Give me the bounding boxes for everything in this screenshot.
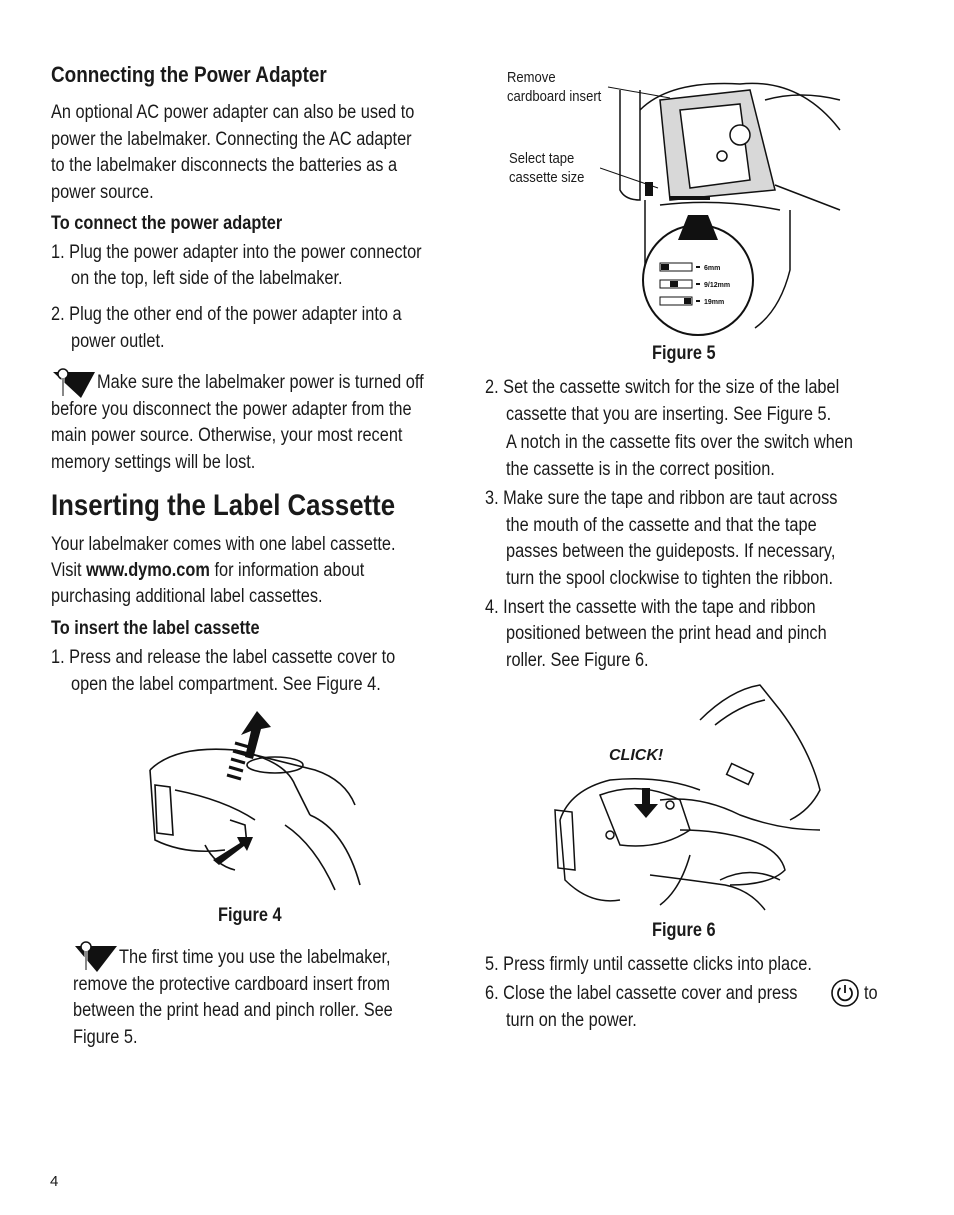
step-5: 5. Press firmly until cassette clicks into place. xyxy=(485,954,812,975)
insert-step-1-cont: open the label compartment. See Figure 4. xyxy=(71,674,381,695)
note1-line: before you disconnect the power adapter from the xyxy=(51,399,412,420)
step-2-line: the cassette is in the correct position. xyxy=(506,459,775,480)
step-2-line: A notch in the cassette fits over the switch when xyxy=(506,432,853,453)
power-para-line: An optional AC power adapter can also be used to xyxy=(51,102,415,123)
step-4-line: roller. See Figure 6. xyxy=(506,650,649,671)
step-6: 6. Close the label cassette cover and press xyxy=(485,983,798,1004)
note2-line: between the print head and pinch roller. See xyxy=(73,1000,393,1021)
connect-step-1-cont: on the top, left side of the labelmaker. xyxy=(71,268,343,289)
note1-line: main power source. Otherwise, your most recent xyxy=(51,425,403,446)
step-4-line: positioned between the print head and pinch xyxy=(506,623,827,644)
note2-line: The first time you use the labelmaker, xyxy=(119,947,391,968)
power-adapter-heading: Connecting the Power Adapter xyxy=(51,62,327,87)
cassette-para-line: Visit www.dymo.com for information about xyxy=(51,560,365,581)
step-2-line: cassette that you are inserting. See Figure 5. xyxy=(506,404,832,425)
size-912mm: 9/12mm xyxy=(704,282,731,289)
fig5-label-remove: Remove xyxy=(507,70,556,86)
insert-step-1: 1. Press and release the label cassette cover to xyxy=(51,647,396,668)
insert-subheading: To insert the label cassette xyxy=(51,618,260,639)
figure6-illustration xyxy=(550,680,835,918)
page-number: 4 xyxy=(50,1173,59,1190)
step-3-line: the mouth of the cassette and that the tape xyxy=(506,515,817,536)
dymo-link[interactable]: www.dymo.com xyxy=(86,560,210,581)
size-19mm: 19mm xyxy=(704,299,725,306)
cassette-heading: Inserting the Label Cassette xyxy=(51,489,396,522)
note-icon xyxy=(73,940,119,974)
step-3-line: turn the spool clockwise to tighten the ribbon. xyxy=(506,568,834,589)
figure4-illustration xyxy=(145,705,370,897)
connect-step-2: 2. Plug the other end of the power adapter into a xyxy=(51,304,402,325)
cassette-para-line: purchasing additional label cassettes. xyxy=(51,586,323,607)
note1-line: memory settings will be lost. xyxy=(51,452,256,473)
note-icon xyxy=(51,368,97,400)
power-para-line: power the labelmaker. Connecting the AC adapter xyxy=(51,129,412,150)
step-2: 2. Set the cassette switch for the size of the label xyxy=(485,377,840,398)
power-para-line: to the labelmaker disconnects the batteries as a xyxy=(51,155,398,176)
figure4-caption: Figure 4 xyxy=(218,905,282,926)
note2-line: Figure 5. xyxy=(73,1027,138,1048)
step-3-line: passes between the guideposts. If necessary, xyxy=(506,541,836,562)
fig5-label-select: Select tape xyxy=(509,151,575,167)
note1-line: Make sure the labelmaker power is turned off xyxy=(97,372,424,393)
power-para-line: power source. xyxy=(51,182,154,203)
step-6-line: turn on the power. xyxy=(506,1010,637,1031)
note2-line: remove the protective cardboard insert from xyxy=(73,974,390,995)
cassette-para-line: Your labelmaker comes with one label cassette. xyxy=(51,534,396,555)
step-3: 3. Make sure the tape and ribbon are taut across xyxy=(485,488,838,509)
click-label: CLICK! xyxy=(609,747,664,764)
figure5-illustration xyxy=(600,70,845,338)
fig5-label-select: cassette size xyxy=(509,170,585,186)
connect-step-2-cont: power outlet. xyxy=(71,331,165,352)
fig5-label-remove: cardboard insert xyxy=(507,89,602,105)
connect-subheading: To connect the power adapter xyxy=(51,213,283,234)
power-button-icon xyxy=(830,978,860,1008)
figure5-caption: Figure 5 xyxy=(652,343,716,364)
step-6-after: to xyxy=(864,983,878,1004)
figure6-caption: Figure 6 xyxy=(652,920,716,941)
connect-step-1: 1. Plug the power adapter into the power connector xyxy=(51,242,422,263)
size-6mm: 6mm xyxy=(704,265,721,272)
step-4: 4. Insert the cassette with the tape and ribbon xyxy=(485,597,816,618)
